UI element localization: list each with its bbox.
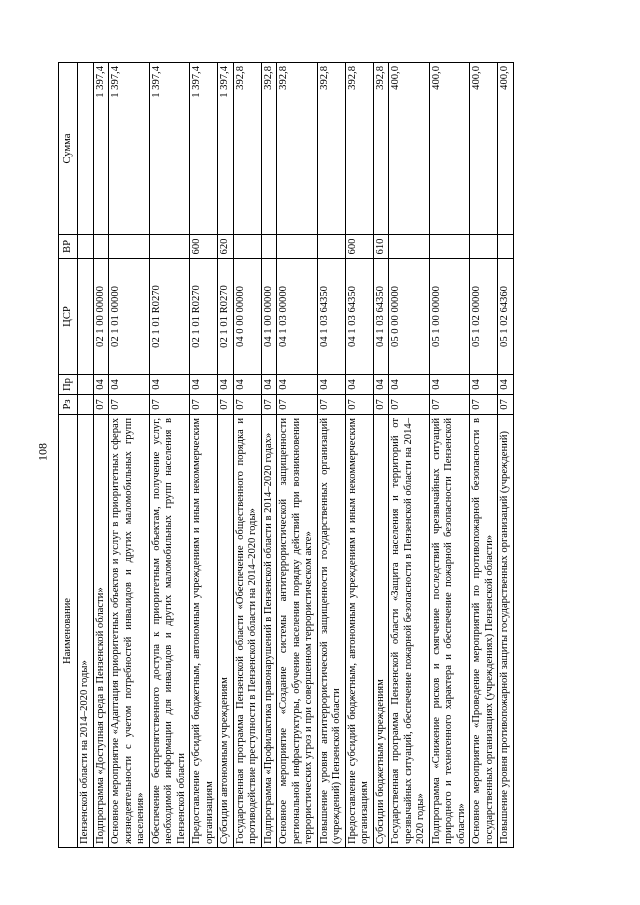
- row-csr: 02 1 00 00000: [93, 259, 109, 375]
- table-row: [190, 63, 218, 848]
- row-sum: 400,0: [498, 63, 514, 235]
- row-sum: 1 397,4: [149, 63, 190, 235]
- row-name: Подпрограмма «Профилактика правонарушений в Пензенской области в 2014–2020 годах»: [261, 415, 277, 848]
- row-name: Субсидии автономным учреждениям: [218, 415, 234, 848]
- row-name: Предоставление субсидий бюджетным, автономным учреждениям и иным некоммерческим организациям: [190, 415, 218, 848]
- table-row: [109, 63, 150, 848]
- table-row: [498, 63, 514, 848]
- row-pr: 04: [389, 375, 430, 395]
- row-sum: 1 397,4: [190, 63, 218, 235]
- row-csr: 04 1 03 64350: [373, 259, 389, 375]
- row-vr: [149, 235, 190, 259]
- row-pr: 04: [498, 375, 514, 395]
- table-row: [261, 63, 277, 848]
- row-rz: 07: [498, 395, 514, 415]
- row-name: Основное мероприятие «Создание системы антитеррористической защищенности региональной инфраструктуры, обучение населения порядку действий при возникновении террористических угроз и при совершенном террористическом акте»: [277, 415, 318, 848]
- row-name: Предоставление субсидий бюджетным, автономным учреждениям и иным некоммерческим организациям: [345, 415, 373, 848]
- header-vr: ВР: [59, 235, 78, 259]
- row-pr: 04: [429, 375, 470, 395]
- row-vr: 600: [345, 235, 373, 259]
- header-pr: Пр: [59, 375, 78, 395]
- row-pr: 04: [277, 375, 318, 395]
- row-pr: 04: [149, 375, 190, 395]
- row-csr: 04 1 03 00000: [277, 259, 318, 375]
- row-rz: 07: [218, 395, 234, 415]
- row-sum: [78, 63, 94, 235]
- table-row: [470, 63, 498, 848]
- row-pr: 04: [470, 375, 498, 395]
- row-name: Пензенской области на 2014–2020 годы»: [78, 415, 94, 848]
- row-rz: 07: [149, 395, 190, 415]
- row-vr: 610: [373, 235, 389, 259]
- table-row: [149, 63, 190, 848]
- row-name: Повышение уровня антитеррористической защищенности государственных организаций (учреждений) Пензенской области: [317, 415, 345, 848]
- row-pr: 04: [233, 375, 261, 395]
- table-row: [389, 63, 430, 848]
- rotated-page: [58, 63, 570, 848]
- table-row: [373, 63, 389, 848]
- row-name: Повышение уровня противопожарной защиты государственных организаций (учреждений): [498, 415, 514, 848]
- header-csr: ЦСР: [59, 259, 78, 375]
- row-csr: [78, 259, 94, 375]
- row-name: Подпрограмма «Снижение рисков и смягчение последствий чрезвычайных ситуаций природного и техногенного характера и обеспечение пожарной безопасности Пензенской области»: [429, 415, 470, 848]
- row-name: Обеспечение беспрепятственного доступа к приоритетным объектам, получение услуг, необходимой информации для инвалидов и других маломобильных групп населения в Пензенской области: [149, 415, 190, 848]
- header-sum: Сумма: [59, 63, 78, 235]
- row-rz: 07: [389, 395, 430, 415]
- row-csr: 04 0 00 00000: [233, 259, 261, 375]
- row-rz: 07: [373, 395, 389, 415]
- row-vr: 600: [190, 235, 218, 259]
- row-csr: 02 1 01 R0270: [190, 259, 218, 375]
- row-csr: 05 1 00 00000: [429, 259, 470, 375]
- row-sum: 392,8: [317, 63, 345, 235]
- row-vr: [78, 235, 94, 259]
- row-pr: 04: [317, 375, 345, 395]
- row-name: Субсидии бюджетным учреждениям: [373, 415, 389, 848]
- header-rz: Рз: [59, 395, 78, 415]
- row-csr: 05 1 02 00000: [470, 259, 498, 375]
- row-vr: [317, 235, 345, 259]
- row-pr: 04: [190, 375, 218, 395]
- table-row: [345, 63, 373, 848]
- row-csr: 02 1 01 R0270: [218, 259, 234, 375]
- row-csr: 04 1 03 64350: [317, 259, 345, 375]
- row-sum: 1 397,4: [93, 63, 109, 235]
- row-sum: 400,0: [470, 63, 498, 235]
- row-vr: [233, 235, 261, 259]
- row-vr: [277, 235, 318, 259]
- table-row: [93, 63, 109, 848]
- row-csr: 04 1 03 64350: [345, 259, 373, 375]
- row-rz: 07: [233, 395, 261, 415]
- row-sum: 392,8: [373, 63, 389, 235]
- row-sum: 392,8: [261, 63, 277, 235]
- row-sum: 392,8: [277, 63, 318, 235]
- row-csr: 02 1 01 R0270: [149, 259, 190, 375]
- row-vr: [93, 235, 109, 259]
- row-name: Основное мероприятие «Адаптация приоритетных объектов и услуг в приоритетных сферах жизнедеятельности с учетом потребностей инвалидов и других маломобильных групп населения»: [109, 415, 150, 848]
- row-rz: [78, 395, 94, 415]
- row-csr: 04 1 00 00000: [261, 259, 277, 375]
- header-row: [59, 63, 78, 848]
- row-rz: 07: [317, 395, 345, 415]
- page-number: 108: [35, 443, 50, 461]
- row-pr: 04: [109, 375, 150, 395]
- row-pr: 04: [93, 375, 109, 395]
- row-name: Подпрограмма «Доступная среда в Пензенской области»: [93, 415, 109, 848]
- row-name: Основное мероприятие «Проведение мероприятий по противопожарной безопасности в государственных организациях (учреждениях) Пензенской области»: [470, 415, 498, 848]
- row-sum: 400,0: [389, 63, 430, 235]
- budget-table: [58, 62, 514, 848]
- table-row: [277, 63, 318, 848]
- row-pr: 04: [373, 375, 389, 395]
- row-pr: [78, 375, 94, 395]
- row-name: Государственная программа Пензенской области «Защита населения и территорий от чрезвычайных ситуаций, обеспечение пожарной безопасности в Пензенской области на 2014–2020 годы»: [389, 415, 430, 848]
- row-rz: 07: [277, 395, 318, 415]
- table-row: [233, 63, 261, 848]
- row-sum: 392,8: [233, 63, 261, 235]
- row-rz: 07: [109, 395, 150, 415]
- row-csr: 02 1 01 00000: [109, 259, 150, 375]
- row-rz: 07: [345, 395, 373, 415]
- table-row: [429, 63, 470, 848]
- row-vr: [389, 235, 430, 259]
- row-vr: [470, 235, 498, 259]
- row-rz: 07: [261, 395, 277, 415]
- row-rz: 07: [470, 395, 498, 415]
- row-vr: [109, 235, 150, 259]
- row-sum: 1 397,4: [218, 63, 234, 235]
- header-name: Наименование: [59, 415, 78, 848]
- row-sum: 1 397,4: [109, 63, 150, 235]
- row-sum: 392,8: [345, 63, 373, 235]
- row-pr: 04: [345, 375, 373, 395]
- row-rz: 07: [429, 395, 470, 415]
- table-row: [317, 63, 345, 848]
- table-row: [218, 63, 234, 848]
- row-vr: 620: [218, 235, 234, 259]
- row-sum: 400,0: [429, 63, 470, 235]
- row-rz: 07: [190, 395, 218, 415]
- row-rz: 07: [93, 395, 109, 415]
- row-pr: 04: [218, 375, 234, 395]
- table-row: [78, 63, 94, 848]
- row-vr: [261, 235, 277, 259]
- row-csr: 05 0 00 00000: [389, 259, 430, 375]
- row-csr: 05 1 02 64360: [498, 259, 514, 375]
- row-vr: [429, 235, 470, 259]
- row-vr: [498, 235, 514, 259]
- row-pr: 04: [261, 375, 277, 395]
- row-name: Государственная программа Пензенской области «Обеспечение общественного порядка и противодействие преступности в Пензенской области на 2014–2020 годы»: [233, 415, 261, 848]
